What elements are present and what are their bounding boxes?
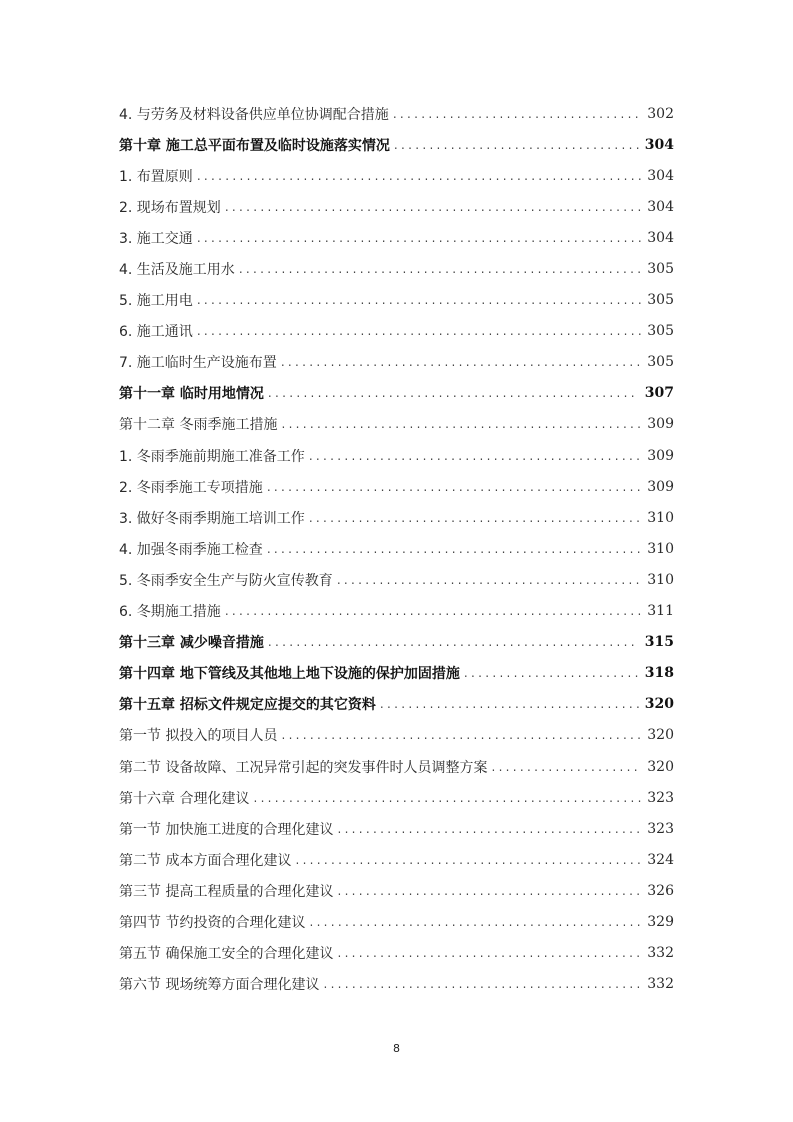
toc-dot-leader [239, 262, 641, 276]
toc-entry-page: 332 [647, 945, 674, 962]
toc-entry-title: 1. 布置原则 [119, 168, 193, 185]
toc-entry-title: 1. 冬雨季施前期施工准备工作 [119, 448, 305, 465]
toc-entry-page: 320 [647, 758, 674, 775]
toc-entry[interactable] [119, 409, 674, 440]
toc-entry[interactable] [119, 316, 674, 347]
toc-entry-page: 318 [644, 665, 674, 682]
toc-entry-title: 第一节 拟投入的项目人员 [119, 728, 278, 745]
toc-entry[interactable] [119, 440, 674, 471]
toc-entry[interactable] [119, 564, 674, 595]
toc-entry-title: 第二节 设备故障、工况异常引起的突发事件时人员调整方案 [119, 759, 488, 776]
toc-entry-page: 310 [647, 571, 674, 588]
toc-entry[interactable] [119, 906, 674, 937]
toc-entry-title: 第四节 节约投资的合理化建议 [119, 914, 306, 931]
toc-entry-title: 4. 生活及施工用水 [119, 262, 235, 279]
toc-entry-title: 7. 施工临时生产设施布置 [119, 355, 277, 372]
toc-entry-title: 4. 加强冬雨季施工检查 [119, 541, 263, 558]
toc-entry-title: 第十章 施工总平面布置及临时设施落实情况 [119, 137, 390, 154]
toc-entry-page: 309 [647, 447, 674, 464]
toc-entry[interactable] [119, 875, 674, 906]
toc-dot-leader [337, 946, 641, 960]
toc-entry[interactable] [119, 658, 674, 689]
toc-entry-title: 第六节 现场统筹方面合理化建议 [119, 977, 320, 994]
toc-entry-page: 305 [647, 323, 674, 340]
toc-entry-page: 304 [647, 198, 674, 215]
toc-entry[interactable] [119, 129, 674, 160]
toc-dot-leader [309, 449, 641, 463]
toc-dot-leader [337, 822, 641, 836]
toc-entry-title: 第五节 确保施工安全的合理化建议 [119, 946, 334, 963]
toc-dot-leader [309, 511, 641, 525]
toc-entry-page: 320 [644, 696, 674, 713]
toc-entry-title: 第十一章 临时用地情况 [119, 386, 264, 403]
toc-dot-leader [309, 915, 641, 929]
toc-entry-page: 305 [647, 261, 674, 278]
toc-dot-leader [295, 853, 641, 867]
toc-entry[interactable] [119, 253, 674, 284]
toc-dot-leader [267, 480, 641, 494]
toc-entry[interactable] [119, 627, 674, 658]
toc-entry-page: 309 [647, 478, 674, 495]
toc-entry[interactable] [119, 813, 674, 844]
toc-dot-leader [393, 107, 641, 121]
toc-entry[interactable] [119, 844, 674, 875]
toc-entry[interactable] [119, 938, 674, 969]
toc-dot-leader [491, 760, 641, 774]
toc-entry-page: 305 [647, 354, 674, 371]
toc-entry-page: 302 [647, 105, 674, 122]
toc-entry-title: 第十二章 冬雨季施工措施 [119, 417, 278, 434]
toc-entry-title: 4. 与劳务及材料设备供应单位协调配合措施 [119, 106, 389, 123]
toc-entry[interactable] [119, 471, 674, 502]
toc-dot-leader [225, 200, 641, 214]
toc-dot-leader [281, 355, 641, 369]
toc-entry[interactable] [119, 285, 674, 316]
toc-dot-leader [337, 573, 641, 587]
toc-dot-leader [337, 884, 641, 898]
toc-entry-title: 第三节 提高工程质量的合理化建议 [119, 883, 334, 900]
toc-entry-page: 315 [644, 634, 674, 651]
toc-entry[interactable] [119, 347, 674, 378]
toc-entry-title: 第一节 加快施工进度的合理化建议 [119, 821, 334, 838]
toc-entry-page: 326 [647, 882, 674, 899]
toc-entry-page: 324 [647, 851, 674, 868]
toc-entry-title: 3. 做好冬雨季期施工培训工作 [119, 510, 305, 527]
toc-dot-leader [197, 169, 641, 183]
toc-dot-leader [268, 386, 639, 400]
toc-dot-leader [281, 417, 641, 431]
toc-dot-leader [197, 231, 641, 245]
toc-entry-page: 310 [647, 509, 674, 526]
toc-entry[interactable] [119, 720, 674, 751]
toc-entry-page: 304 [647, 167, 674, 184]
toc-entry-page: 309 [647, 416, 674, 433]
toc-dot-leader [197, 293, 641, 307]
toc-dot-leader [197, 324, 641, 338]
toc-entry-page: 332 [647, 976, 674, 993]
toc-entry-title: 第二节 成本方面合理化建议 [119, 852, 292, 869]
toc-entry-page: 310 [647, 540, 674, 557]
toc-dot-leader [225, 604, 641, 618]
toc-entry-title: 第十五章 招标文件规定应提交的其它资料 [119, 697, 376, 714]
toc-entry-title: 3. 施工交通 [119, 230, 193, 247]
toc-dot-leader [394, 138, 639, 152]
toc-entry[interactable] [119, 689, 674, 720]
toc-entry[interactable] [119, 533, 674, 564]
toc-dot-leader [323, 977, 641, 991]
page-number: 8 [393, 1042, 400, 1055]
toc-dot-leader [281, 728, 641, 742]
toc-dot-leader [464, 666, 639, 680]
toc-entry-title: 6. 冬期施工措施 [119, 604, 221, 621]
toc-entry-title: 6. 施工通讯 [119, 324, 193, 341]
toc-entry-page: 311 [647, 603, 674, 620]
toc-entry[interactable] [119, 160, 674, 191]
table-of-contents [119, 98, 674, 1000]
toc-entry-page: 305 [647, 292, 674, 309]
toc-entry-title: 第十四章 地下管线及其他地上地下设施的保护加固措施 [119, 666, 460, 683]
toc-entry-page: 304 [647, 229, 674, 246]
toc-dot-leader [268, 635, 639, 649]
toc-entry[interactable] [119, 782, 674, 813]
toc-entry[interactable] [119, 596, 674, 627]
toc-entry-title: 5. 冬雨季安全生产与防火宣传教育 [119, 572, 333, 589]
toc-entry-page: 323 [647, 820, 674, 837]
toc-entry-page: 323 [647, 789, 674, 806]
toc-entry[interactable] [119, 378, 674, 409]
toc-entry[interactable] [119, 222, 674, 253]
toc-dot-leader [253, 791, 641, 805]
toc-entry[interactable] [119, 98, 674, 129]
toc-entry-title: 2. 现场布置规划 [119, 199, 221, 216]
toc-entry-title: 第十三章 减少噪音措施 [119, 635, 264, 652]
toc-entry-page: 304 [644, 136, 674, 153]
toc-entry-page: 307 [644, 385, 674, 402]
toc-entry-title: 2. 冬雨季施工专项措施 [119, 479, 263, 496]
toc-entry[interactable] [119, 191, 674, 222]
toc-dot-leader [380, 697, 639, 711]
toc-dot-leader [267, 542, 641, 556]
toc-entry[interactable] [119, 502, 674, 533]
toc-entry-page: 329 [647, 913, 674, 930]
toc-entry[interactable] [119, 751, 674, 782]
toc-entry-title: 5. 施工用电 [119, 293, 193, 310]
toc-entry-title: 第十六章 合理化建议 [119, 790, 250, 807]
toc-entry-page: 320 [647, 727, 674, 744]
toc-entry[interactable] [119, 969, 674, 1000]
